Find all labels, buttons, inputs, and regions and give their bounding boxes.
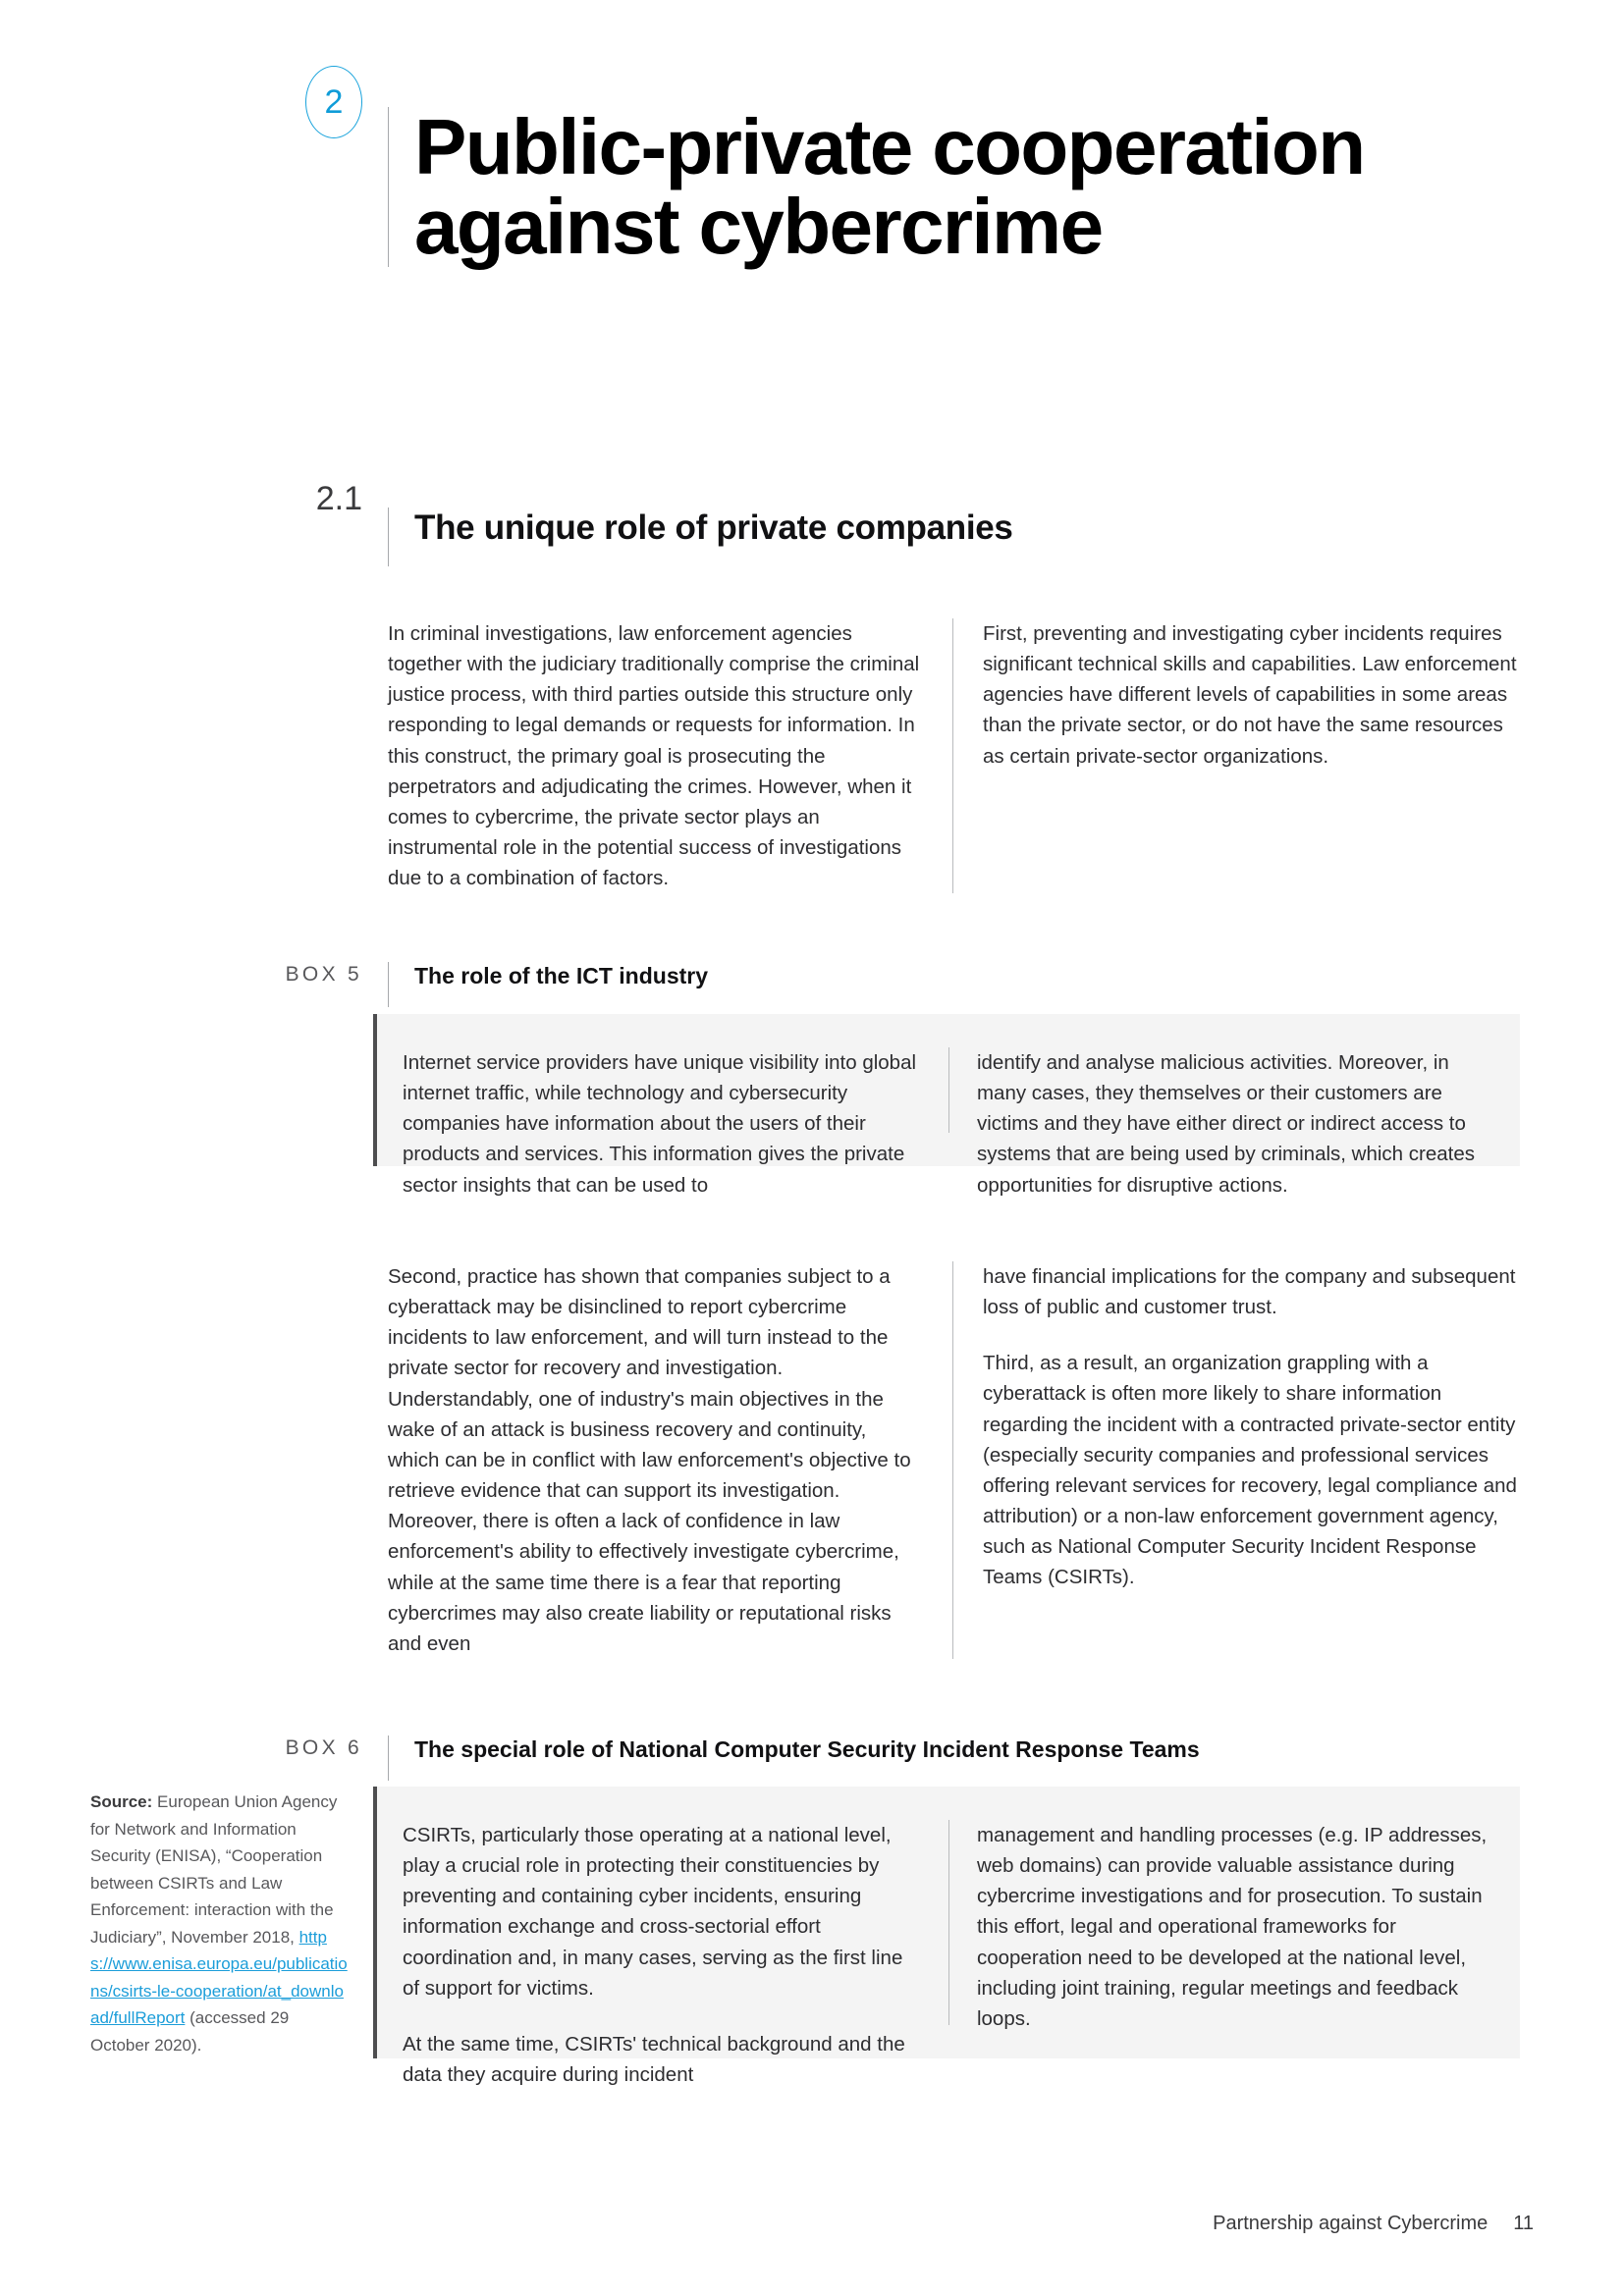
intro-column-left bbox=[388, 618, 952, 893]
chapter-number-badge: 2 bbox=[305, 66, 362, 138]
box6-title: The special role of National Computer Security Incident Response Teams bbox=[388, 1735, 1200, 1781]
chapter-number-container bbox=[0, 54, 388, 138]
paragraph: have financial implications for the company and subsequent loss of public and customer trust. bbox=[983, 1265, 1516, 1319]
box5-title: The role of the ICT industry bbox=[388, 962, 708, 1007]
footer-page-number: 11 bbox=[1513, 2213, 1534, 2234]
footer-title: Partnership against Cybercrime bbox=[1213, 2213, 1489, 2234]
intro-body-block bbox=[388, 618, 1517, 893]
source-link[interactable]: https://www.enisa.europa.eu/publications/csirts-le-cooperation/at_download/fullReport bbox=[90, 1927, 348, 2028]
paragraph: CSIRTs, particularly those operating at a national level, play a crucial role in protecting their constituencies by preventing and containing cyber incidents, ensuring information exchange and cross-sectorial effort coordination and, in many cases, serving as the first line of support for victims. bbox=[403, 1824, 903, 2000]
box5-heading-row bbox=[0, 962, 1624, 1007]
paragraph: At the same time, CSIRTs' technical background and the data they acquire during incident bbox=[403, 2032, 905, 2087]
section-title: The unique role of private companies bbox=[388, 507, 1013, 566]
paragraph: In criminal investigations, law enforcement agencies together with the judiciary traditionally comprise the criminal justice process, with third parties outside this structure only responding to legal demands or requests for information. In this construct, the primary goal is prosecuting the perpetrators and adjudicating the crimes. However, when it comes to cybercrime, the private sector plays an instrumental role in the potential success of investigations due to a combination of factors. bbox=[388, 622, 920, 890]
box5-label: BOX 5 bbox=[285, 963, 362, 986]
box5-column-right bbox=[948, 1047, 1494, 1197]
paragraph: Second, practice has shown that companies subject to a cyberattack may be disinclined to report cybercrime incidents to law enforcement, and will turn instead to the private sector for recovery and investigation. Understandably, one of industry's main objectives in the wake of an attack is business recovery and continuity, which can be in conflict with law enforcement's objective to retrieve evidence that can support its investigation. Moreover, there is often a lack of confidence in law enforcement's ability to effectively investigate cybercrime, while at the same time there is a fear that reporting cybercrimes may also create liability or reputational risks and even bbox=[388, 1265, 911, 1655]
box6-column-left bbox=[403, 1820, 948, 2087]
source-text-after-link: (accessed 29 October 2020). bbox=[90, 2008, 290, 2055]
page-footer bbox=[1213, 2213, 1534, 2235]
paragraph: identify and analyse malicious activities. Moreover, in many cases, they themselves or their customers are victims and they have either direct or indirect access to systems that are being used by criminals, which creates opportunities for disruptive actions. bbox=[976, 1051, 1475, 1197]
source-note bbox=[90, 1789, 348, 2058]
paragraph: Internet service providers have unique visibility into global internet traffic, while technology and cybersecurity companies have information about the users of their products and services. This information gives the private sector insights that can be used to bbox=[403, 1051, 917, 1197]
second-body-block bbox=[388, 1261, 1517, 1659]
second-column-right bbox=[952, 1261, 1517, 1659]
section-heading-row bbox=[0, 479, 1624, 595]
intro-column-right bbox=[952, 618, 1517, 893]
second-column-left bbox=[388, 1261, 952, 1659]
chapter-header bbox=[0, 54, 1624, 319]
source-label: Source: bbox=[90, 1792, 153, 1811]
box5-content bbox=[373, 1014, 1520, 1197]
paragraph: Third, as a result, an organization grappling with a cyberattack is often more likely to share information regarding the incident with a contracted private-sector entity (especially security companies and professional services offering relevant services for recovery, legal compliance and attribution) or a non-law enforcement government agency, such as National Computer Security Incident Response Teams (CSIRTs). bbox=[983, 1352, 1517, 1589]
paragraph: First, preventing and investigating cyber incidents requires significant technical skills and capabilities. Law enforcement agencies have different levels of capabilities in some areas than the private sector, or do not have the same resources as certain private-sector organizations. bbox=[983, 622, 1517, 768]
box6-label: BOX 6 bbox=[285, 1736, 362, 1759]
paragraph: management and handling processes (e.g. IP addresses, web domains) can provide valuable assistance during cybercrime investigations and for prosecution. To sustain this effort, legal and operational frameworks for cooperation need to be developed at the national level, including joint training, regular meetings and feedback loops. bbox=[976, 1824, 1488, 2030]
section-number: 2.1 bbox=[315, 480, 362, 517]
box5-column-left bbox=[403, 1047, 948, 1197]
box6-content bbox=[373, 1787, 1520, 2087]
box6-heading-row bbox=[0, 1735, 1624, 1781]
box6-column-right bbox=[948, 1820, 1494, 2030]
source-text-before-link: European Union Agency for Network and Information Security (ENISA), “Cooperation between CSIRTs and Law Enforcement: interaction with the Judiciary”, November 2018, bbox=[90, 1792, 338, 1947]
chapter-title: Public-private cooperation against cybercrime bbox=[388, 107, 1396, 267]
